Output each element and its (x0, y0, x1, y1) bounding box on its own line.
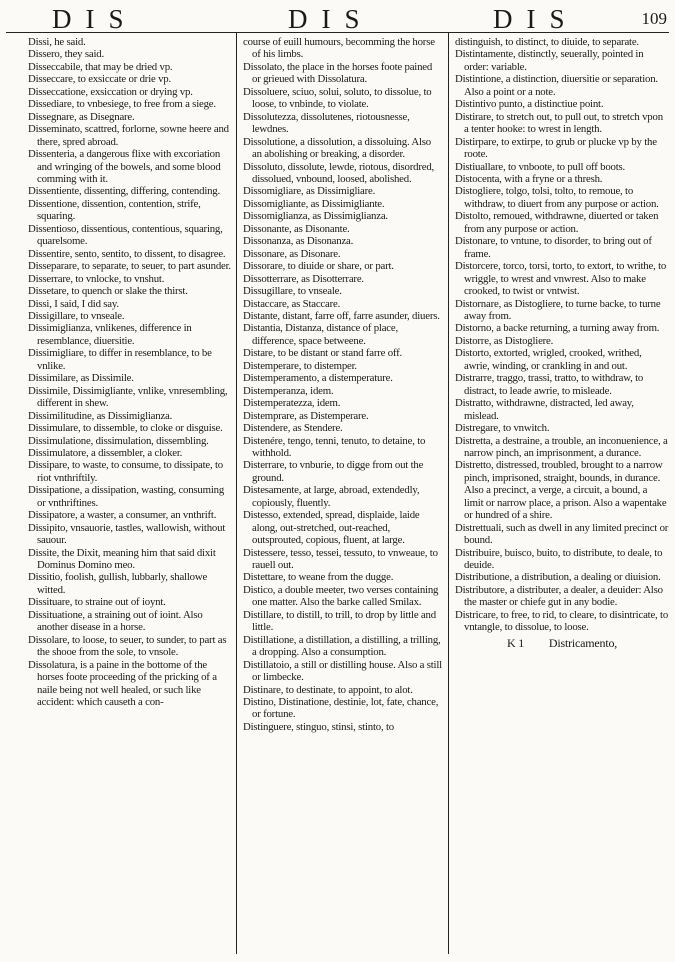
dictionary-entry: Dissoluere, sciuo, solui, soluto, to dissolue, to loose, to vnbinde, to violate. (243, 85, 432, 111)
signature-mark: K 1 (507, 635, 525, 650)
dictionary-entry: Dissi, I said, I did say. (28, 297, 119, 310)
dictionary-entry: Dissomigliare, as Dissimigliare. (243, 185, 376, 198)
dictionary-entry: Dissite, the Dixit, meaning him that said dixit Dominus Domino meo. (28, 546, 216, 572)
dictionary-entry: Dissentione, dissention, contention, strife, squaring. (28, 197, 201, 223)
dictionary-entry: Distillatoio, a still or distilling house. Also a still or limbecke. (243, 658, 442, 684)
dictionary-entry: Distillatione, a distillation, a distilling, a trilling, a dropping. Also a consumption. (243, 633, 441, 659)
dictionary-entry: Dissimiglianza, vnlikenes, difference in resemblance, diuersitie. (28, 322, 192, 347)
dictionary-entry: Distirare, to stretch out, to pull out, to stretch vpon a tenter hooke: to wrest in length. (455, 110, 663, 136)
column-2 (243, 36, 443, 954)
dictionary-entry: Distretto, distressed, troubled, brought to a narrow pinch, imprisoned, straight, bounds, in durance. Also a precinct, a verge, a circuit, a bound, a limit or narrow place, a prison. Also a wapentake or hundred of a shire. (455, 459, 667, 522)
dictionary-entry: Dissentire, sento, sentito, to dissent, to disagree. (28, 247, 226, 260)
dictionary-entry: Dissero, they said. (28, 48, 104, 61)
dictionary-entry: Dissipare, to waste, to consume, to dissipate, to riot vnthriftily. (28, 459, 224, 484)
column-3 (455, 36, 669, 954)
dictionary-entry: Distenére, tengo, tenni, tenuto, to detaine, to withhold. (243, 434, 426, 459)
dictionary-entry: Dissonare, as Disonare. (243, 247, 341, 260)
dictionary-entry: Distemprare, as Distemperare. (243, 409, 369, 422)
dictionary-entry: Distino, Distinatione, destinie, lot, fate, chance, or fortune. (243, 696, 439, 721)
dictionary-entry: Distemperare, to distemper. (243, 359, 357, 372)
dictionary-entry: Dissolato, the place in the horses foote pained or grieued with Dissolatura. (243, 60, 433, 86)
dictionary-entry: Dissipatore, a waster, a consumer, an vnthrift. (28, 509, 217, 522)
dictionary-entry: Dissonanza, as Disonanza. (243, 235, 354, 248)
dictionary-entry: Dissolatura, is a paine in the bottome of the horses foote proceeding of the pricking of a naile being not well healed, or such like accident: which causeth a con- (28, 658, 217, 709)
dictionary-entry: Distemperamento, a distemperature. (243, 372, 393, 385)
dictionary-entry: Distorto, extorted, wrigled, crooked, writhed, awrie, winding, or crankling in and out. (455, 347, 642, 372)
dictionary-entry: Dissenteria, a dangerous flixe with excoriation and wringing of the bowels, and some blood comming with it. (28, 148, 221, 185)
dictionary-entry: Dissediare, to vnbesiege, to free from a siege. (28, 98, 216, 111)
dictionary-entry: Districare, to free, to rid, to cleare, to disintricate, to vntangle, to dissolue, to loose. (455, 608, 669, 634)
dictionary-entry: Disterrare, to vnburie, to digge from out the ground. (243, 459, 424, 484)
dictionary-entry: Distogliere, tolgo, tolsi, tolto, to remoue, to withdraw, to diuert from any purpose or action. (455, 185, 659, 210)
column-rule-right (448, 33, 449, 954)
dictionary-entry: Dissigillare, to vnseale. (28, 309, 125, 322)
dictionary-entry: Distante, distant, farre off, farre asunder, diuers. (243, 309, 440, 322)
dictionary-entry: Distorno, a backe returning, a turning away from. (455, 322, 660, 335)
catchword: Districamento, (548, 635, 618, 650)
dictionary-entry: Distendere, as Stendere. (243, 422, 343, 435)
column-1 (28, 36, 234, 954)
dictionary-entry: Distaccare, as Staccare. (243, 297, 341, 310)
dictionary-entry: Distributore, a distributer, a dealer, a deuider: Also the master or chiefe gut in any bodie. (455, 583, 663, 609)
dictionary-entry: Dissegnare, as Disegnare. (28, 110, 135, 123)
dictionary-entry: Dissimulatione, dissimulation, dissembling. (28, 434, 209, 447)
dictionary-entry: Distorre, as Distogliere. (455, 334, 554, 347)
dictionary-entry: Distintamente, distinctly, seuerally, pointed in order: variable. (455, 48, 644, 73)
dictionary-entry: Distregare, to vnwitch. (455, 422, 550, 435)
dictionary-entry: Dissimilitudine, as Dissimiglianza. (28, 409, 173, 422)
dictionary-entry: Distessere, tesso, tessei, tessuto, to vnweaue, to rauell out. (243, 546, 438, 572)
dictionary-entry: Dissomigliante, as Dissimigliante. (243, 197, 385, 210)
dictionary-entry: Dissituatione, a straining out of ioint. Also another disease in a horse. (28, 608, 203, 634)
dictionary-entry: Distrettuali, such as dwell in any limited precinct or bound. (455, 521, 669, 547)
dictionary-entry: Distico, a double meeter, two verses containing one matter. Also the barke called Smilax. (243, 583, 439, 609)
dictionary-entry: Dissetare, to quench or slake the thirst. (28, 285, 188, 298)
dictionary-entry: Distiuallare, to vnboote, to pull off boots. (455, 160, 626, 173)
dictionary-entry: Dissi, he said. (28, 36, 86, 48)
page-header (0, 4, 675, 34)
dictionary-entry: Dissugillare, to vnseale. (243, 285, 342, 298)
dictionary-entry: Dissimulatore, a dissembler, a cloker. (28, 446, 183, 459)
page-footer (455, 637, 669, 649)
dictionary-entry: Distirpare, to extirpe, to grub or plucke vp by the roote. (455, 135, 657, 161)
dictionary-entry: Distrarre, traggo, trassi, tratto, to withdraw, to distract, to leade awrie, to misleade. (455, 372, 644, 397)
dictionary-entry: Distonare, to vntune, to disorder, to bring out of frame. (455, 235, 652, 260)
dictionary-entry: Dissolutezza, dissolutenes, riotousnesse, lewdnes. (243, 110, 410, 136)
dictionary-entry: Distettare, to weane from the dugge. (243, 571, 394, 584)
dictionary-entry: Dissentiente, dissenting, differing, contending. (28, 185, 221, 198)
dictionary-entry: Dissitio, foolish, gullish, lubbarly, shallowe witted. (28, 571, 208, 596)
dictionary-entry: Distributione, a distribution, a dealing or diuision. (455, 571, 661, 584)
dictionary-entry: Dissipatione, a dissipation, wasting, consuming or vnthriftines. (28, 484, 225, 509)
dictionary-entry: Distemperatezza, idem. (243, 397, 341, 410)
dictionary-entry: Dissoluto, dissolute, lewde, riotous, disordred, dissolued, vnbound, loosed, abolished. (243, 160, 435, 185)
dictionary-entry: Dissimilare, as Dissimile. (28, 372, 134, 385)
dictionary-entry: Dissimigliare, to differ in resemblance, to be vnlike. (28, 347, 212, 372)
dictionary-entry: Distesamente, at large, abroad, extendedly, copiously, fluently. (243, 484, 420, 509)
dictionary-entry: Dissimulare, to dissemble, to cloke or disguise. (28, 422, 223, 435)
dictionary-entry: Distratto, withdrawne, distracted, led away, mislead. (455, 397, 634, 422)
dictionary-entry: Distintivo punto, a distinctiue point. (455, 98, 604, 111)
dictionary-entry: Distornare, as Distogliere, to turne backe, to turne away from. (455, 297, 661, 322)
running-head-left: DIS (52, 4, 138, 34)
dictionary-entry: Dissomiglianza, as Dissimiglianza. (243, 210, 388, 223)
running-head-right: DIS (493, 4, 579, 34)
dictionary-entry: Distemperanza, idem. (243, 384, 334, 397)
dictionary-entry: Distinare, to destinate, to appoint, to alot. (243, 683, 413, 696)
dictionary-entry: Dissolutione, a dissolution, a dissoluing. Also an abolishing or breaking, a disorder. (243, 135, 431, 161)
dictionary-entry: Dissituare, to straine out of ioynt. (28, 596, 166, 609)
dictionary-entry: Distare, to be distant or stand farre off. (243, 347, 402, 360)
dictionary-entry: Distillare, to distill, to trill, to drop by little and little. (243, 608, 436, 634)
dictionary-entry: Disseccabile, that may be dried vp. (28, 60, 173, 73)
header-rule (6, 32, 669, 33)
dictionary-entry: Disseparare, to separate, to seuer, to part asunder. (28, 260, 231, 273)
dictionary-entry: Dissipito, vnsauorie, tastles, wallowish, without sauour. (28, 521, 226, 547)
running-head-center: DIS (288, 4, 374, 34)
dictionary-entry: distinguish, to distinct, to diuide, to separate. (455, 36, 639, 48)
dictionary-entry: Dissentioso, dissentious, contentious, squaring, quarelsome. (28, 222, 223, 248)
dictionary-entry: Dissolare, to loose, to seuer, to sunder, to part as the shooe from the sole, to vnsole. (28, 633, 227, 659)
dictionary-entry: Dissonante, as Disonante. (243, 222, 350, 235)
dictionary-entry: Distorcere, torco, torsi, torto, to extort, to writhe, to wriggle, to wrest and vnwrest. Also to make crooked, to twist or vntwist. (455, 260, 667, 298)
dictionary-entry: Distantia, Distanza, distance of place, difference, space betweene. (243, 322, 398, 347)
dictionary-entry: Dissimile, Dissimigliante, vnlike, vnresembling, different in shew. (28, 384, 228, 410)
column-3-entries (455, 36, 669, 634)
dictionary-entry: Distretta, a destraine, a trouble, an inconuenience, a narrow pinch, an imprisonment, a durance. (455, 434, 668, 459)
dictionary-entry: Distolto, remoued, withdrawne, diuerted or taken from any purpose or action. (455, 210, 659, 235)
column-rule-left (236, 33, 237, 954)
dictionary-entry: Disseccatione, exsiccation or drying vp. (28, 85, 193, 98)
dictionary-entry: Disseminato, scattred, forlorne, sowne heere and there, spred abroad. (28, 123, 229, 148)
dictionary-entry: Dissorare, to diuide or share, or part. (243, 260, 394, 273)
dictionary-entry: Distesso, extended, spread, displaide, laide along, out-stretched, out-reached, outsprouted, copious, fluent, at large. (243, 509, 420, 547)
dictionary-entry: course of euill humours, becomming the horse of his limbs. (243, 36, 435, 61)
page-number: 109 (641, 9, 667, 28)
dictionary-entry: Distintione, a distinction, diuersitie or separation. Also a point or a note. (455, 73, 658, 98)
dictionary-entry: Distocenta, with a fryne or a thresh. (455, 172, 603, 185)
dictionary-entry: Disserrare, to vnlocke, to vnshut. (28, 272, 165, 285)
dictionary-entry: Dissotterrare, as Disotterrare. (243, 272, 364, 285)
dictionary-entry: Disseccare, to exsiccate or drie vp. (28, 73, 171, 86)
dictionary-entry: Distribuire, buisco, buito, to distribute, to deale, to deuide. (455, 546, 663, 572)
dictionary-entry: Distinguere, stinguo, stinsi, stinto, to (243, 720, 394, 733)
